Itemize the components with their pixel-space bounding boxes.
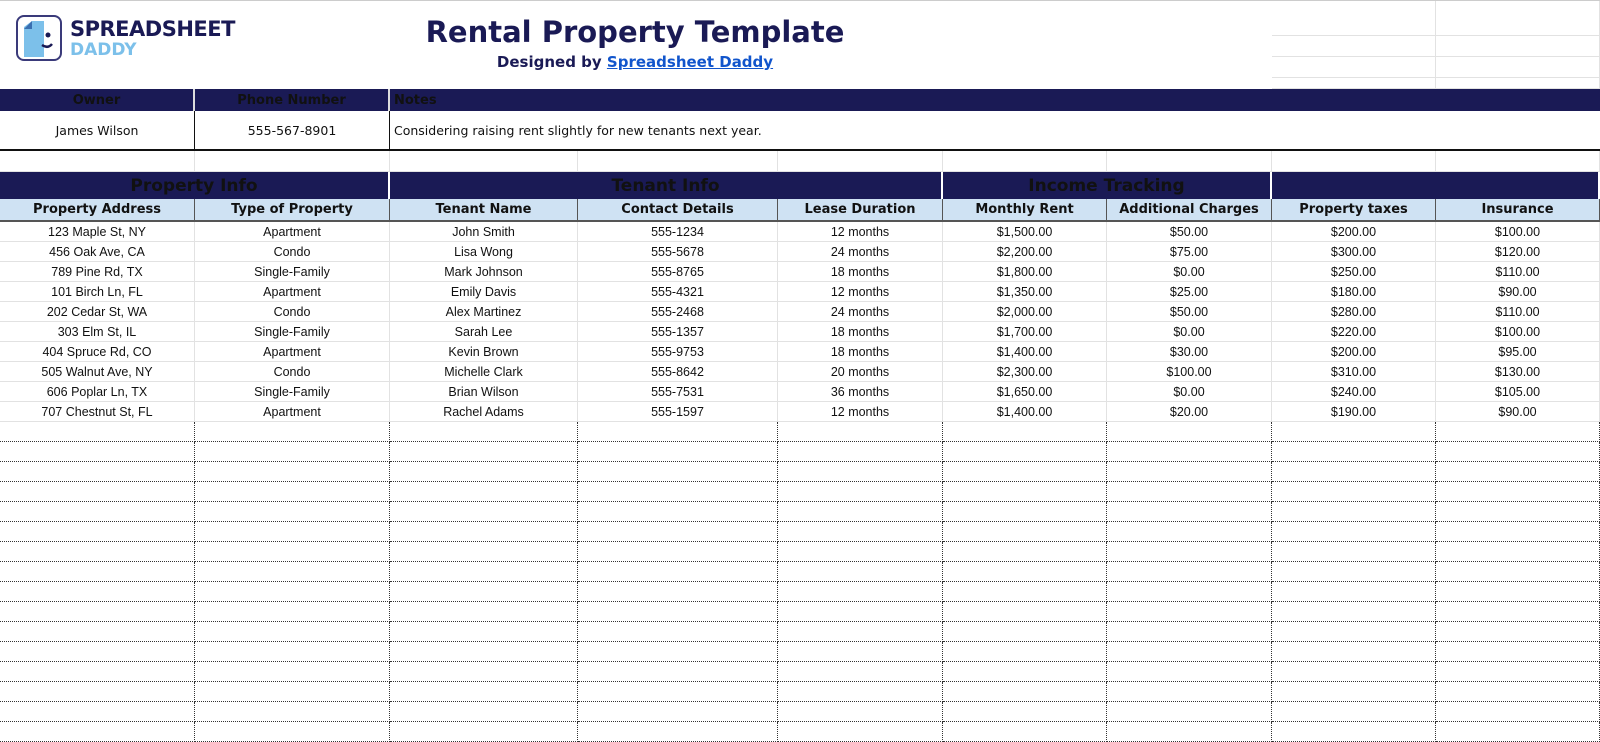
subtitle-prefix: Designed by — [496, 53, 602, 71]
column-header[interactable]: Property Address — [0, 199, 195, 222]
empty-cell[interactable] — [1107, 582, 1272, 602]
empty-cell[interactable] — [1272, 642, 1436, 662]
empty-cell[interactable] — [0, 662, 195, 682]
section-header: Income Tracking — [943, 172, 1272, 199]
empty-cell[interactable] — [943, 151, 1107, 172]
empty-cell[interactable] — [943, 482, 1107, 502]
empty-cell[interactable] — [195, 502, 390, 522]
empty-cell[interactable] — [1272, 422, 1436, 442]
empty-cell[interactable] — [1272, 442, 1436, 462]
empty-cell[interactable] — [1272, 722, 1436, 742]
empty-cell[interactable] — [390, 522, 578, 542]
table-cell[interactable]: 303 Elm St, IL — [0, 322, 195, 342]
table-cell[interactable]: John Smith — [390, 222, 578, 242]
table-cell[interactable]: 20 months — [778, 362, 943, 382]
phone-cell[interactable]: 555-567-8901 — [195, 111, 390, 151]
section-header — [1272, 172, 1600, 199]
notes-header: Notes — [390, 89, 1600, 111]
empty-cell[interactable] — [1272, 662, 1436, 682]
table-cell[interactable]: 555-2468 — [578, 302, 778, 322]
empty-cell[interactable] — [1107, 682, 1272, 702]
table-cell[interactable]: $300.00 — [1272, 242, 1436, 262]
table-cell[interactable]: Mark Johnson — [390, 262, 578, 282]
table-cell[interactable]: $1,400.00 — [943, 402, 1107, 422]
empty-cell[interactable] — [1272, 542, 1436, 562]
empty-cell[interactable] — [1107, 622, 1272, 642]
table-cell[interactable]: Lisa Wong — [390, 242, 578, 262]
empty-cell[interactable] — [195, 562, 390, 582]
empty-cell[interactable] — [1107, 422, 1272, 442]
table-cell[interactable]: $0.00 — [1107, 322, 1272, 342]
table-cell[interactable]: Condo — [195, 302, 390, 322]
table-cell[interactable]: Apartment — [195, 222, 390, 242]
empty-cell[interactable] — [390, 422, 578, 442]
table-cell[interactable]: 555-1234 — [578, 222, 778, 242]
table-cell[interactable]: $0.00 — [1107, 382, 1272, 402]
empty-cell[interactable] — [1436, 1, 1600, 36]
empty-cell[interactable] — [1272, 57, 1436, 78]
table-cell[interactable]: 555-5678 — [578, 242, 778, 262]
column-header[interactable]: Property taxes — [1272, 199, 1436, 222]
table-cell[interactable]: 12 months — [778, 282, 943, 302]
table-cell[interactable]: 555-1597 — [578, 402, 778, 422]
empty-cell[interactable] — [1272, 682, 1436, 702]
table-cell[interactable]: 123 Maple St, NY — [0, 222, 195, 242]
empty-cell[interactable] — [578, 482, 778, 502]
empty-cell[interactable] — [0, 482, 195, 502]
empty-cell[interactable] — [0, 542, 195, 562]
empty-cell[interactable] — [1436, 462, 1600, 482]
table-cell[interactable]: $120.00 — [1436, 242, 1600, 262]
table-cell[interactable]: Michelle Clark — [390, 362, 578, 382]
column-header[interactable]: Lease Duration — [778, 199, 943, 222]
empty-cell[interactable] — [1436, 582, 1600, 602]
table-cell[interactable]: Emily Davis — [390, 282, 578, 302]
table-cell[interactable]: Condo — [195, 362, 390, 382]
table-cell[interactable]: $100.00 — [1436, 222, 1600, 242]
column-header[interactable]: Monthly Rent — [943, 199, 1107, 222]
table-cell[interactable]: 606 Poplar Ln, TX — [0, 382, 195, 402]
empty-cell[interactable] — [1436, 78, 1600, 89]
empty-cell[interactable] — [390, 502, 578, 522]
empty-cell[interactable] — [1436, 602, 1600, 622]
empty-cell[interactable] — [778, 702, 943, 722]
table-cell[interactable]: Apartment — [195, 402, 390, 422]
empty-cell[interactable] — [778, 442, 943, 462]
table-cell[interactable]: 24 months — [778, 302, 943, 322]
empty-cell[interactable] — [390, 642, 578, 662]
table-cell[interactable]: Apartment — [195, 282, 390, 302]
table-cell[interactable]: $100.00 — [1436, 322, 1600, 342]
empty-cell[interactable] — [778, 622, 943, 642]
empty-cell[interactable] — [578, 642, 778, 662]
table-cell[interactable]: 555-8765 — [578, 262, 778, 282]
table-cell[interactable]: $25.00 — [1107, 282, 1272, 302]
empty-cell[interactable] — [195, 722, 390, 742]
empty-cell[interactable] — [1436, 682, 1600, 702]
empty-cell[interactable] — [1107, 482, 1272, 502]
table-cell[interactable]: 555-1357 — [578, 322, 778, 342]
table-cell[interactable]: $95.00 — [1436, 342, 1600, 362]
logo-text: SPREADSHEET — [70, 17, 235, 41]
table-cell[interactable]: $1,400.00 — [943, 342, 1107, 362]
empty-cell[interactable] — [778, 582, 943, 602]
empty-cell[interactable] — [1272, 622, 1436, 642]
empty-cell[interactable] — [578, 462, 778, 482]
empty-cell[interactable] — [1436, 542, 1600, 562]
table-cell[interactable]: $2,300.00 — [943, 362, 1107, 382]
empty-cell[interactable] — [578, 542, 778, 562]
empty-cell[interactable] — [195, 422, 390, 442]
table-cell[interactable]: 555-4321 — [578, 282, 778, 302]
empty-cell[interactable] — [195, 442, 390, 462]
table-cell[interactable]: $75.00 — [1107, 242, 1272, 262]
empty-cell[interactable] — [778, 522, 943, 542]
owner-cell[interactable]: James Wilson — [0, 111, 195, 151]
table-cell[interactable]: $1,350.00 — [943, 282, 1107, 302]
empty-cell[interactable] — [0, 502, 195, 522]
empty-cell[interactable] — [778, 151, 943, 172]
empty-cell[interactable] — [1272, 462, 1436, 482]
table-cell[interactable]: $2,000.00 — [943, 302, 1107, 322]
empty-cell[interactable] — [943, 682, 1107, 702]
empty-cell[interactable] — [1107, 702, 1272, 722]
table-cell[interactable]: Single-Family — [195, 262, 390, 282]
empty-cell[interactable] — [578, 562, 778, 582]
page-subtitle — [390, 53, 880, 71]
table-cell[interactable]: $190.00 — [1272, 402, 1436, 422]
empty-cell[interactable] — [390, 602, 578, 622]
empty-cell[interactable] — [1107, 642, 1272, 662]
empty-cell[interactable] — [778, 722, 943, 742]
empty-cell[interactable] — [578, 582, 778, 602]
table-cell[interactable]: $200.00 — [1272, 222, 1436, 242]
empty-cell[interactable] — [1436, 442, 1600, 462]
table-cell[interactable]: $1,500.00 — [943, 222, 1107, 242]
table-cell[interactable]: $1,700.00 — [943, 322, 1107, 342]
table-cell[interactable]: $2,200.00 — [943, 242, 1107, 262]
table-cell[interactable]: 24 months — [778, 242, 943, 262]
table-cell[interactable]: 18 months — [778, 262, 943, 282]
empty-cell[interactable] — [1272, 502, 1436, 522]
empty-cell[interactable] — [578, 662, 778, 682]
empty-cell[interactable] — [1107, 542, 1272, 562]
empty-cell[interactable] — [778, 642, 943, 662]
table-cell[interactable]: Condo — [195, 242, 390, 262]
empty-cell[interactable] — [390, 682, 578, 702]
table-cell[interactable]: $1,650.00 — [943, 382, 1107, 402]
section-header: Property Info — [0, 172, 390, 199]
column-header[interactable]: Insurance — [1436, 199, 1600, 222]
empty-cell[interactable] — [578, 502, 778, 522]
table-cell[interactable]: Alex Martinez — [390, 302, 578, 322]
table-cell[interactable]: $50.00 — [1107, 222, 1272, 242]
empty-cell[interactable] — [195, 702, 390, 722]
table-cell[interactable]: $90.00 — [1436, 282, 1600, 302]
empty-cell[interactable] — [1436, 702, 1600, 722]
empty-cell[interactable] — [1272, 702, 1436, 722]
empty-cell[interactable] — [943, 622, 1107, 642]
empty-cell[interactable] — [390, 722, 578, 742]
empty-cell[interactable] — [1436, 422, 1600, 442]
empty-cell[interactable] — [578, 682, 778, 702]
logo-subtext: DADDY — [70, 40, 137, 60]
empty-cell[interactable] — [943, 582, 1107, 602]
table-cell[interactable]: $240.00 — [1272, 382, 1436, 402]
table-cell[interactable]: 555-8642 — [578, 362, 778, 382]
empty-cell[interactable] — [943, 422, 1107, 442]
empty-cell[interactable] — [1272, 582, 1436, 602]
table-cell[interactable]: 456 Oak Ave, CA — [0, 242, 195, 262]
empty-cell[interactable] — [1436, 502, 1600, 522]
empty-cell[interactable] — [1107, 522, 1272, 542]
empty-cell[interactable] — [1107, 722, 1272, 742]
column-header[interactable]: Contact Details — [578, 199, 778, 222]
table-cell[interactable]: 555-7531 — [578, 382, 778, 402]
empty-cell[interactable] — [0, 562, 195, 582]
table-cell[interactable]: $250.00 — [1272, 262, 1436, 282]
empty-cell[interactable] — [195, 522, 390, 542]
empty-cell[interactable] — [390, 582, 578, 602]
empty-cell[interactable] — [1107, 462, 1272, 482]
phone-header: Phone Number — [195, 89, 390, 111]
table-cell[interactable]: $280.00 — [1272, 302, 1436, 322]
empty-cell[interactable] — [390, 542, 578, 562]
empty-cell[interactable] — [195, 582, 390, 602]
empty-cell[interactable] — [943, 462, 1107, 482]
table-cell[interactable]: $0.00 — [1107, 262, 1272, 282]
table-cell[interactable]: $30.00 — [1107, 342, 1272, 362]
table-cell[interactable]: $130.00 — [1436, 362, 1600, 382]
empty-cell[interactable] — [1436, 151, 1600, 172]
empty-cell[interactable] — [0, 622, 195, 642]
empty-cell[interactable] — [943, 702, 1107, 722]
empty-cell[interactable] — [0, 602, 195, 622]
empty-cell[interactable] — [0, 422, 195, 442]
table-cell[interactable]: 555-9753 — [578, 342, 778, 362]
empty-cell[interactable] — [0, 642, 195, 662]
empty-cell[interactable] — [1272, 36, 1436, 57]
empty-cell[interactable] — [1107, 662, 1272, 682]
empty-cell[interactable] — [0, 151, 195, 172]
empty-cell[interactable] — [578, 422, 778, 442]
owner-header: Owner — [0, 89, 195, 111]
empty-cell[interactable] — [578, 522, 778, 542]
empty-cell[interactable] — [1107, 502, 1272, 522]
empty-cell[interactable] — [1436, 722, 1600, 742]
empty-cell[interactable] — [1436, 622, 1600, 642]
empty-cell[interactable] — [195, 682, 390, 702]
table-cell[interactable]: $200.00 — [1272, 342, 1436, 362]
empty-cell[interactable] — [0, 582, 195, 602]
empty-cell[interactable] — [578, 722, 778, 742]
empty-cell[interactable] — [1436, 482, 1600, 502]
empty-cell[interactable] — [778, 502, 943, 522]
empty-cell[interactable] — [195, 151, 390, 172]
empty-cell[interactable] — [943, 542, 1107, 562]
empty-cell[interactable] — [943, 442, 1107, 462]
table-cell[interactable]: $110.00 — [1436, 262, 1600, 282]
empty-cell[interactable] — [1436, 562, 1600, 582]
empty-cell[interactable] — [943, 602, 1107, 622]
empty-cell[interactable] — [195, 482, 390, 502]
table-cell[interactable]: Brian Wilson — [390, 382, 578, 402]
empty-cell[interactable] — [195, 622, 390, 642]
empty-cell[interactable] — [1272, 78, 1436, 89]
empty-cell[interactable] — [390, 562, 578, 582]
table-cell[interactable]: Apartment — [195, 342, 390, 362]
table-cell[interactable]: Sarah Lee — [390, 322, 578, 342]
empty-cell[interactable] — [1272, 482, 1436, 502]
empty-cell[interactable] — [195, 642, 390, 662]
empty-cell[interactable] — [1272, 562, 1436, 582]
table-cell[interactable]: $105.00 — [1436, 382, 1600, 402]
empty-cell[interactable] — [578, 442, 778, 462]
table-cell[interactable]: $20.00 — [1107, 402, 1272, 422]
table-cell[interactable]: 18 months — [778, 342, 943, 362]
section-header: Tenant Info — [390, 172, 943, 199]
empty-cell[interactable] — [578, 702, 778, 722]
empty-cell[interactable] — [778, 482, 943, 502]
empty-cell[interactable] — [943, 522, 1107, 542]
column-header[interactable]: Tenant Name — [390, 199, 578, 222]
empty-cell[interactable] — [195, 542, 390, 562]
table-cell[interactable]: $50.00 — [1107, 302, 1272, 322]
table-cell[interactable]: $180.00 — [1272, 282, 1436, 302]
empty-cell[interactable] — [1107, 442, 1272, 462]
empty-cell[interactable] — [0, 702, 195, 722]
empty-cell[interactable] — [943, 662, 1107, 682]
page-title: Rental Property Template — [425, 15, 845, 49]
table-cell[interactable]: 18 months — [778, 322, 943, 342]
empty-cell[interactable] — [943, 722, 1107, 742]
table-cell[interactable]: $310.00 — [1272, 362, 1436, 382]
empty-cell[interactable] — [1436, 36, 1600, 57]
empty-cell[interactable] — [578, 622, 778, 642]
table-cell[interactable]: $100.00 — [1107, 362, 1272, 382]
empty-cell[interactable] — [390, 442, 578, 462]
empty-cell[interactable] — [390, 702, 578, 722]
empty-cell[interactable] — [778, 602, 943, 622]
table-cell[interactable]: 505 Walnut Ave, NY — [0, 362, 195, 382]
empty-cell[interactable] — [943, 502, 1107, 522]
table-cell[interactable]: 12 months — [778, 402, 943, 422]
empty-cell[interactable] — [578, 602, 778, 622]
column-header[interactable]: Type of Property — [195, 199, 390, 222]
table-cell[interactable]: $90.00 — [1436, 402, 1600, 422]
table-cell[interactable]: $1,800.00 — [943, 262, 1107, 282]
empty-cell[interactable] — [1436, 662, 1600, 682]
table-cell[interactable]: 36 months — [778, 382, 943, 402]
empty-cell[interactable] — [1107, 562, 1272, 582]
empty-cell[interactable] — [1107, 602, 1272, 622]
table-cell[interactable]: 12 months — [778, 222, 943, 242]
table-cell[interactable]: 707 Chestnut St, FL — [0, 402, 195, 422]
empty-cell[interactable] — [943, 562, 1107, 582]
empty-cell[interactable] — [390, 482, 578, 502]
empty-cell[interactable] — [390, 151, 578, 172]
empty-cell[interactable] — [390, 622, 578, 642]
table-cell[interactable]: Single-Family — [195, 382, 390, 402]
empty-cell[interactable] — [1436, 522, 1600, 542]
table-cell[interactable]: Rachel Adams — [390, 402, 578, 422]
empty-cell[interactable] — [1272, 151, 1436, 172]
empty-cell[interactable] — [1272, 522, 1436, 542]
empty-cell[interactable] — [1107, 151, 1272, 172]
column-header[interactable]: Additional Charges — [1107, 199, 1272, 222]
logo-icon — [16, 15, 62, 61]
empty-cell[interactable] — [778, 462, 943, 482]
empty-cell[interactable] — [195, 602, 390, 622]
empty-cell[interactable] — [0, 682, 195, 702]
table-cell[interactable]: 101 Birch Ln, FL — [0, 282, 195, 302]
table-cell[interactable]: 404 Spruce Rd, CO — [0, 342, 195, 362]
table-cell[interactable]: Single-Family — [195, 322, 390, 342]
empty-cell[interactable] — [0, 722, 195, 742]
empty-cell[interactable] — [390, 462, 578, 482]
empty-cell[interactable] — [778, 682, 943, 702]
empty-cell[interactable] — [778, 422, 943, 442]
spreadsheet-daddy-link[interactable]: Spreadsheet Daddy — [606, 53, 774, 71]
empty-cell[interactable] — [0, 442, 195, 462]
empty-cell[interactable] — [778, 662, 943, 682]
empty-cell[interactable] — [1436, 57, 1600, 78]
empty-cell[interactable] — [390, 662, 578, 682]
empty-cell[interactable] — [1436, 642, 1600, 662]
empty-cell[interactable] — [778, 542, 943, 562]
empty-cell[interactable] — [0, 462, 195, 482]
notes-cell[interactable]: Considering raising rent slightly for new tenants next year. — [390, 111, 1600, 151]
table-cell[interactable]: 202 Cedar St, WA — [0, 302, 195, 322]
table-cell[interactable]: 789 Pine Rd, TX — [0, 262, 195, 282]
empty-cell[interactable] — [578, 151, 778, 172]
empty-cell[interactable] — [1272, 1, 1436, 36]
empty-cell[interactable] — [943, 642, 1107, 662]
empty-cell[interactable] — [778, 562, 943, 582]
table-cell[interactable]: $110.00 — [1436, 302, 1600, 322]
empty-cell[interactable] — [195, 662, 390, 682]
empty-cell[interactable] — [1272, 602, 1436, 622]
table-cell[interactable]: Kevin Brown — [390, 342, 578, 362]
table-cell[interactable]: $220.00 — [1272, 322, 1436, 342]
empty-cell[interactable] — [0, 522, 195, 542]
empty-cell[interactable] — [195, 462, 390, 482]
